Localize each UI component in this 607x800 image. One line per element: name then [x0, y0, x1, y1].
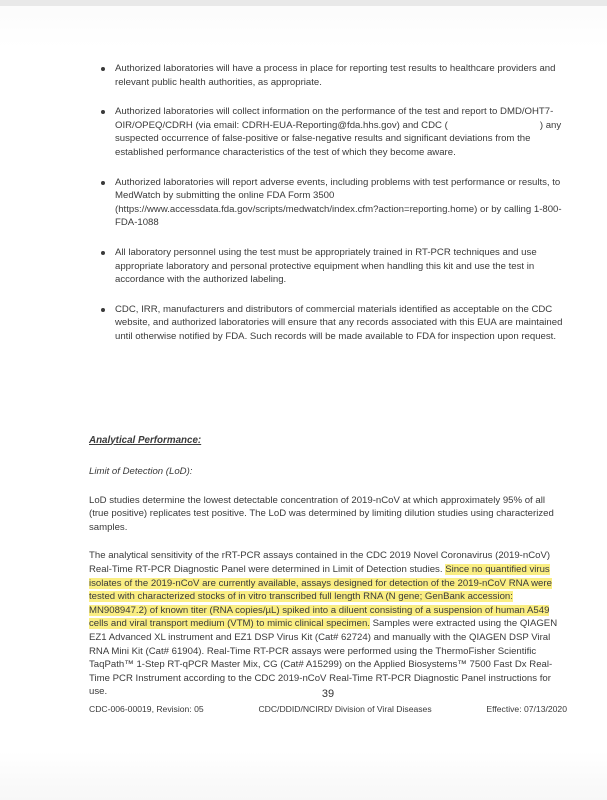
page-number: 39 — [321, 688, 335, 700]
list-item: CDC, IRR, manufacturers and distributors of commercial materials identified as acceptable on the CDC website, and authorized laboratories will ensure that any records associated with this EUA are maintained until otherwise notified by FDA. Such records will be made available to FDA for inspection upon request. — [89, 303, 567, 344]
page-content — [89, 62, 567, 699]
list-item-text: ) any suspected occurrence of false-positive or false-negative results and significant deviations from the established performance characteristics of the test of which they become aware. — [115, 119, 562, 158]
section-heading: Analytical Performance: — [89, 434, 202, 446]
list-item-text: Authorized laboratories will collect information on the performance of the test and report to DMD/OHT7-OIR/OPEQ/CDRH (via email: CDRH-EUA-Reporting@fda.hhs.gov) and CDC ( — [115, 106, 554, 131]
section-subheading: Limit of Detection (LoD): — [89, 466, 193, 478]
list-item: All laboratory personnel using the test must be appropriately trained in RT-PCR techniques and use appropriate laboratory and personal protective equipment when handling this kit and use the test in accordance with the authorized labeling. — [89, 246, 567, 287]
footer-effective-date: Effective: 07/13/2020 — [486, 704, 567, 714]
paragraph-text: The analytical sensitivity of the rRT-PCR assays contained in the CDC 2019 Novel Coronavirus (2019-nCoV) Real-Time RT-PCR Diagnostic Panel were determined in Limit of Detection studies. — [89, 550, 551, 576]
page-footer — [89, 688, 567, 714]
footer-doc-id: CDC-006-00019, Revision: 05 — [89, 704, 204, 714]
scan-edge — [0, 0, 607, 6]
list-item: Authorized laboratories will have a process in place for reporting test results to healthcare providers and relevant public health authorities, as appropriate. — [89, 62, 567, 89]
list-item — [89, 105, 567, 159]
footer-row — [89, 704, 567, 714]
paragraph-text: Samples were extracted using the QIAGEN EZ1 Advanced XL instrument and EZ1 DSP Virus Kit (Cat# 62724) and manually with the QIAGEN DSP Viral RNA Mini Kit (Cat# 61904). Real-Time RT-PCR assays were performed using the ThermoFisher Scientific TaqPath™ 1-Step RT-qPCR Master Mix, CG (Cat# A15299) on the Applied Biosystems™ 7500 Fast Dx Real-Time PCR Instrument according to the CDC 2019-nCoV Real-Time RT-PCR Diagnostic Panel instructions for use. — [89, 618, 558, 698]
requirements-list — [89, 62, 567, 344]
highlighted-text: Since no quantified virus isolates of the 2019-nCoV are currently available, assays designed for detection of the 2019-nCoV RNA were tested with characterized stocks of in vitro transcribed full length RNA (N gene; GenBank accession: MN908947.2) of known titer (RNA copies/µL) spiked into a diluent consisting of a suspension of human A549 cells and viral transport medium (VTM) to mimic clinical specimen. — [89, 564, 552, 630]
footer-division: CDC/DDID/NCIRD/ Division of Viral Diseases — [258, 704, 432, 714]
sensitivity-paragraph — [89, 549, 567, 699]
list-item: Authorized laboratories will report adverse events, including problems with test performance or results, to MedWatch by submitting the online FDA Form 3500 (https://www.accessdata.fda.gov/scripts/medwatch/index.cfm?action=reporting.home) or by calling 1-800-FDA-1088 — [89, 176, 567, 230]
lod-paragraph: LoD studies determine the lowest detectable concentration of 2019-nCoV at which approximately 95% of all (true positive) replicates test positive. The LoD was determined by limiting dilution studies using characterized samples. — [89, 494, 554, 533]
